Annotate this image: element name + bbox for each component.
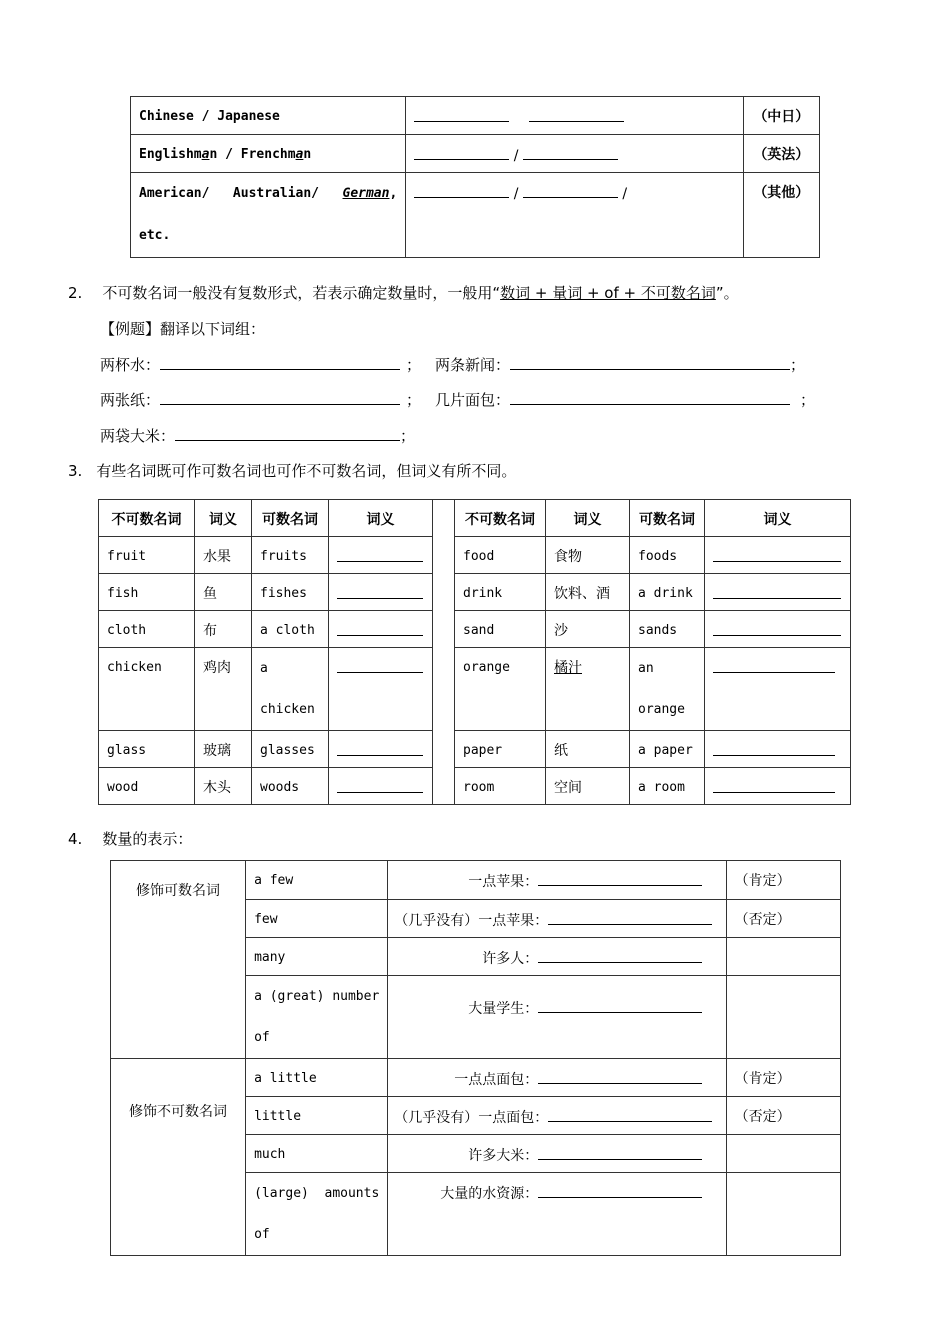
separator: /: [622, 186, 628, 202]
table1-word-cell: [131, 173, 406, 258]
table1-note: （其他）: [753, 185, 810, 201]
answer-blank[interactable]: [538, 948, 702, 963]
answer-blank[interactable]: [175, 426, 400, 441]
header-cell: 可数名词: [252, 500, 329, 537]
table-row: fish 鱼 fishes drink 饮料、酒 a drink: [99, 574, 851, 611]
answer-blank[interactable]: [538, 998, 702, 1013]
example-item: 两袋大米： ；: [100, 427, 416, 445]
answer-blank[interactable]: [414, 145, 509, 160]
answer-blank[interactable]: [510, 390, 790, 405]
answer-blank[interactable]: [713, 584, 841, 599]
example-item: 两张纸： ；: [100, 391, 422, 409]
group-label-cell: [111, 861, 246, 1059]
answer-blank[interactable]: [523, 183, 618, 198]
header-cell: 词义: [195, 500, 252, 537]
table1-answer-cell: [406, 135, 743, 173]
group-label: 修饰不可数名词: [129, 1104, 228, 1120]
section2-heading: 2. 不可数名词一般没有复数形式，若表示确定数量时，一般用“数词 + 量词 + of + 不可数名词”。: [68, 284, 739, 302]
header-cell: 不可数名词: [99, 500, 195, 537]
table1-word: Chinese / Japanese: [139, 109, 280, 124]
table-row: much 许多大米：: [111, 1135, 841, 1173]
table-row: fruit 水果 fruits food 食物 foods: [99, 537, 851, 574]
table1-note: （英法）: [753, 147, 810, 163]
table-row: wood 木头 woods room 空间 a room: [99, 768, 851, 805]
answer-blank[interactable]: [523, 145, 618, 160]
answer-blank[interactable]: [160, 355, 400, 370]
header-cell: 可数名词: [630, 500, 705, 537]
answer-blank[interactable]: [538, 871, 702, 886]
answer-blank[interactable]: [538, 1069, 702, 1084]
answer-blank[interactable]: [713, 547, 841, 562]
group-label: 修饰可数名词: [136, 883, 221, 899]
answer-blank[interactable]: [337, 547, 423, 562]
separator: /: [513, 148, 519, 164]
separator: /: [513, 186, 519, 202]
table1-answer-cell: [406, 173, 743, 258]
table1-word-cell: [131, 97, 406, 135]
answer-blank[interactable]: [548, 1107, 712, 1122]
table-row: a (great) number of 大量学生：: [111, 976, 841, 1059]
answer-blank[interactable]: [713, 741, 835, 756]
answer-blank[interactable]: [414, 183, 509, 198]
answer-blank[interactable]: [713, 658, 835, 673]
table1-answer-cell: [406, 97, 743, 135]
section3-heading: 3. 有些名词既可作可数名词也可作不可数名词，但词义有所不同。: [68, 462, 517, 480]
example-item: 几片面包： ；: [435, 391, 816, 409]
table-row: glass 玻璃 glasses paper 纸 a paper: [99, 731, 851, 768]
group-label-cell: [111, 1059, 246, 1256]
table-row: 修饰可数名词 a few 一点苹果： （肯定）: [111, 861, 841, 900]
header-cell: 不可数名词: [455, 500, 546, 537]
section-number: 3.: [68, 462, 83, 480]
nationality-table: [130, 96, 820, 258]
table-row: few （几乎没有）一点苹果： （否定）: [111, 900, 841, 938]
noun-meaning-table: [98, 499, 851, 805]
answer-blank[interactable]: [529, 107, 624, 122]
answer-blank[interactable]: [510, 355, 790, 370]
answer-blank[interactable]: [337, 584, 423, 599]
answer-blank[interactable]: [337, 658, 423, 673]
table1-word-cell: [131, 135, 406, 173]
answer-blank[interactable]: [713, 621, 841, 636]
header-cell: 词义: [329, 500, 433, 537]
table1-word: Englishman / Frenchman: [139, 147, 312, 162]
table-row: cloth 布 a cloth sand 沙 sands: [99, 611, 851, 648]
answer-blank[interactable]: [414, 107, 509, 122]
section-number: 2.: [68, 284, 83, 302]
answer-blank[interactable]: [160, 390, 400, 405]
table1-word: American/ Australian/ German, etc.: [139, 186, 398, 243]
table-row: many 许多人：: [111, 938, 841, 976]
header-cell: 词义: [705, 500, 851, 537]
formula: 数词 + 量词 + of + 不可数名词: [500, 284, 716, 302]
example-item: 两条新闻： ；: [435, 356, 806, 374]
table-row: (large) amounts of 大量的水资源：: [111, 1173, 841, 1256]
example-item: 两杯水： ；: [100, 356, 422, 374]
section4-heading: 4. 数量的表示：: [68, 830, 193, 848]
answer-blank[interactable]: [337, 778, 423, 793]
example-label: 【例题】翻译以下词组：: [100, 320, 266, 338]
answer-blank[interactable]: [538, 1145, 702, 1160]
answer-blank[interactable]: [538, 1183, 702, 1198]
table1-note-cell: [743, 135, 819, 173]
answer-blank[interactable]: [337, 741, 423, 756]
answer-blank[interactable]: [337, 621, 423, 636]
table-row: 修饰不可数名词 a little 一点点面包： （肯定）: [111, 1059, 841, 1097]
table1-note-cell: [743, 173, 819, 258]
table-row: chicken 鸡肉 a chicken orange 橘汁 an orange: [99, 648, 851, 731]
answer-blank[interactable]: [548, 910, 712, 925]
quantity-table: [110, 860, 841, 1256]
section-number: 4.: [68, 830, 83, 848]
table-row: little （几乎没有）一点面包： （否定）: [111, 1097, 841, 1135]
answer-blank[interactable]: [713, 778, 835, 793]
table1-note-cell: [743, 97, 819, 135]
header-cell: 词义: [546, 500, 630, 537]
table1-note: （中日）: [753, 109, 810, 125]
gap-column: [433, 500, 455, 805]
